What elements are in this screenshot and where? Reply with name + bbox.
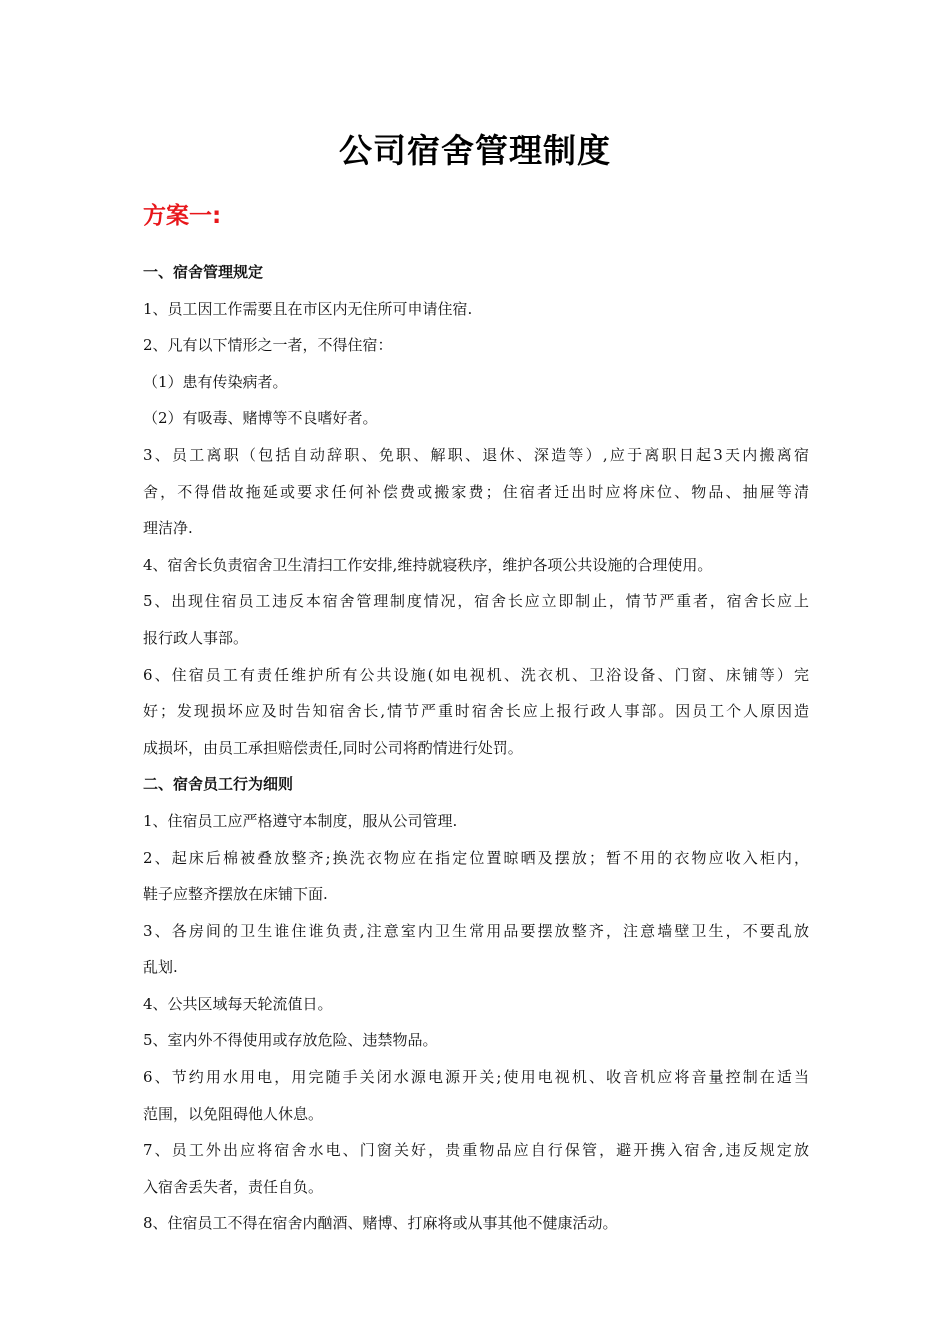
paragraph-line: 3、各房间的卫生谁住谁负责,注意室内卫生常用品要摆放整齐，注意墙壁卫生，不要乱放	[143, 921, 809, 940]
section-heading: 二、宿舍员工行为细则	[143, 775, 294, 794]
paragraph-line: 7、员工外出应将宿舍水电、门窗关好，贵重物品应自行保管，避开携入宿舍,违反规定放	[143, 1141, 809, 1160]
paragraph-line: 成损坏，由员工承担赔偿责任,同时公司将酌情进行处罚。	[143, 738, 523, 757]
paragraph-line: 5、室内外不得使用或存放危险、违禁物品。	[143, 1031, 438, 1050]
paragraph-line: 3、员工离职（包括自动辞职、免职、解职、退休、深造等）,应于离职日起3天内搬离宿	[143, 445, 809, 464]
paragraph-line: 1、住宿员工应严格遵守本制度，服从公司管理.	[143, 811, 458, 830]
paragraph-line: 理洁净.	[143, 519, 193, 538]
paragraph-line: （1）患有传染病者。	[143, 372, 288, 391]
paragraph-line: 报行政人事部。	[143, 628, 249, 647]
paragraph-line: 范围，以免阻碍他人休息。	[143, 1104, 324, 1123]
paragraph-line: 4、宿舍长负责宿舍卫生清扫工作安排,维持就寝秩序，维护各项公共设施的合理使用。	[143, 555, 713, 574]
paragraph-line: 2、起床后棉被叠放整齐;换洗衣物应在指定位置晾晒及摆放；暂不用的衣物应收入柜内，	[143, 848, 809, 867]
paragraph-line: 6、住宿员工有责任维护所有公共设施(如电视机、洗衣机、卫浴设备、门窗、床铺等）完	[143, 665, 809, 684]
scheme-title: 方案一:	[143, 203, 222, 229]
paragraph-line: 乱划.	[143, 958, 178, 977]
section-heading: 一、宿舍管理规定	[143, 263, 264, 281]
paragraph-line: 入宿舍丢失者，责任自负。	[143, 1177, 324, 1196]
paragraph-line: 鞋子应整齐摆放在床铺下面.	[143, 885, 328, 904]
document-title: 公司宿舍管理制度	[339, 131, 611, 170]
paragraph-line: 1、员工因工作需要且在市区内无住所可申请住宿.	[143, 299, 473, 318]
paragraph-line: 5、出现住宿员工违反本宿舍管理制度情况，宿舍长应立即制止，情节严重者，宿舍长应上	[143, 592, 809, 611]
paragraph-line: 好；发现损坏应及时告知宿舍长,情节严重时宿舍长应上报行政人事部。因员工个人原因造	[143, 702, 809, 721]
paragraph-line: 2、凡有以下情形之一者，不得住宿：	[143, 336, 393, 355]
paragraph-line: 舍，不得借故拖延或要求任何补偿费或搬家费；住宿者迁出时应将床位、物品、抽屉等清	[143, 482, 809, 501]
document-body	[143, 254, 809, 1242]
paragraph-line: 6、节约用水用电，用完随手关闭水源电源开关;使用电视机、收音机应将音量控制在适当	[143, 1068, 809, 1087]
paragraph-line: 4、公共区域每天轮流值日。	[143, 994, 333, 1013]
paragraph-line: 8、住宿员工不得在宿舍内酗酒、赌博、打麻将或从事其他不健康活动。	[143, 1214, 618, 1233]
paragraph-line: （2）有吸毒、赌博等不良嗜好者。	[143, 409, 378, 428]
